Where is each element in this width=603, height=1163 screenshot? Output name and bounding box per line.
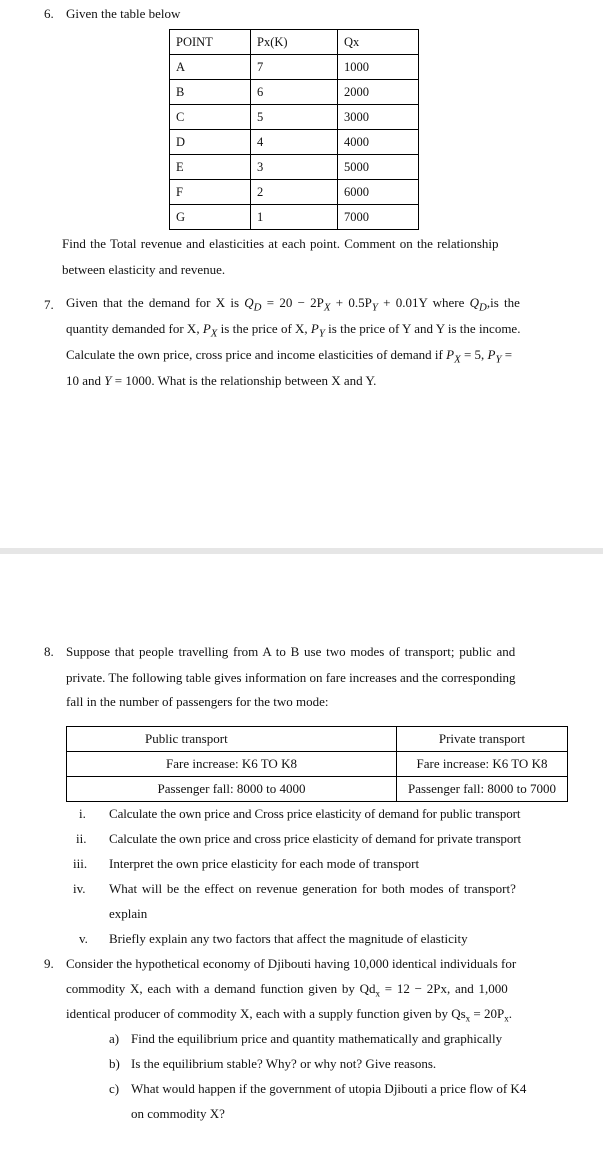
q8-item-text: Briefly explain any two factors that affect the magnitude of elasticity bbox=[109, 931, 468, 946]
table-cell: 7 bbox=[251, 55, 338, 80]
table-row bbox=[170, 180, 419, 205]
q6-intro: Given the table below bbox=[66, 6, 181, 21]
table-cell: Passenger fall: 8000 to 4000 bbox=[67, 777, 397, 802]
table-cell: 2 bbox=[251, 180, 338, 205]
q7-text: where bbox=[432, 295, 465, 310]
q7-py-symbol: $P_Y$ bbox=[310, 321, 325, 340]
table-header-cell: POINT bbox=[170, 30, 251, 55]
table-cell: B bbox=[170, 80, 251, 105]
q7-py-symbol: $P_Y$ bbox=[487, 347, 502, 366]
q9-subscript: x bbox=[375, 988, 381, 999]
q8-item-text: Calculate the own price and Cross price elasticity of demand for public transport bbox=[109, 806, 521, 821]
table-cell: 5000 bbox=[338, 155, 419, 180]
q7-value: = 1000. bbox=[111, 373, 155, 388]
q7-px-symbol: $P_X$ bbox=[202, 321, 218, 340]
q6-instruction: Find the Total revenue and elasticities at each point. Comment on the relationship bbox=[62, 236, 499, 251]
q8-item-marker: ii. bbox=[76, 831, 87, 846]
q7-y-symbol: Y bbox=[104, 373, 112, 388]
table-row bbox=[170, 80, 419, 105]
q8-item-marker: v. bbox=[79, 931, 88, 946]
table-cell: A bbox=[170, 55, 251, 80]
table-header-cell: Px(K) bbox=[251, 30, 338, 55]
table-cell: 4000 bbox=[338, 130, 419, 155]
table-row bbox=[170, 130, 419, 155]
q9-text: identical producer of commodity X, each with a supply function given by Qs bbox=[66, 1006, 466, 1021]
q7-value: = bbox=[501, 347, 513, 362]
q8-line-3: fall in the number of passengers for the two mode: bbox=[66, 694, 329, 709]
q9-text: = 20P bbox=[470, 1006, 505, 1021]
table-cell: 6 bbox=[251, 80, 338, 105]
q7-value: = 5, bbox=[460, 347, 488, 362]
q9-item-text: Find the equilibrium price and quantity mathematically and graphically bbox=[131, 1031, 503, 1046]
table-cell: 1000 bbox=[338, 55, 419, 80]
table-cell: D bbox=[170, 130, 251, 155]
q8-item-text: explain bbox=[109, 906, 148, 921]
q9-line-1: Consider the hypothetical economy of Djibouti having 10,000 identical individuals for bbox=[66, 956, 517, 971]
q9-subscript: x bbox=[504, 1013, 509, 1024]
q8-item-text: Calculate the own price and cross price elasticity of demand for private transport bbox=[109, 831, 521, 846]
q9-line-3 bbox=[66, 1006, 512, 1024]
q7-text: Given that the demand for X is bbox=[66, 295, 240, 310]
q7-text: is the price of X, bbox=[220, 321, 308, 336]
q8-item-marker: iii. bbox=[73, 856, 88, 871]
table-header-cell: Qx bbox=[338, 30, 419, 55]
q9-item-marker: c) bbox=[109, 1081, 120, 1096]
table-cell: 3 bbox=[251, 155, 338, 180]
q7-qd-symbol: $Q_D$ bbox=[469, 295, 487, 314]
q8-number: 8. bbox=[44, 644, 54, 659]
q7-text: and bbox=[82, 373, 102, 388]
table-cell: G bbox=[170, 205, 251, 230]
table-row bbox=[170, 55, 419, 80]
table-cell: 4 bbox=[251, 130, 338, 155]
q7-number: 7. bbox=[44, 297, 54, 312]
table-row bbox=[170, 205, 419, 230]
table-cell: 5 bbox=[251, 105, 338, 130]
q6-instruction-cont: between elasticity and revenue. bbox=[62, 262, 226, 277]
q7-line-4 bbox=[66, 368, 376, 394]
q7-text: , bbox=[486, 295, 491, 310]
table-cell: Fare increase: K6 TO K8 bbox=[397, 752, 568, 777]
q9-item-text: Is the equilibrium stable? Why? or why not? Give reasons. bbox=[131, 1056, 437, 1071]
table-row bbox=[67, 752, 568, 777]
table-cell: 7000 bbox=[338, 205, 419, 230]
q7-value: 10 bbox=[66, 373, 79, 388]
table-row bbox=[67, 777, 568, 802]
table-row bbox=[170, 155, 419, 180]
table-header-row bbox=[67, 727, 568, 752]
table-cell: F bbox=[170, 180, 251, 205]
q9-text: commodity X, each with a demand function given by Qd bbox=[66, 981, 376, 996]
q7-text: quantity demanded for X, bbox=[66, 321, 200, 336]
q9-item-marker: a) bbox=[109, 1031, 120, 1046]
q9-subscript: x bbox=[465, 1013, 471, 1024]
table-cell: 3000 bbox=[338, 105, 419, 130]
q8-line-2: private. The following table gives information on fare increases and the corresponding bbox=[66, 670, 516, 685]
q9-number: 9. bbox=[44, 956, 54, 971]
q7-text: What is the relationship between X and Y. bbox=[157, 373, 377, 388]
q7-text: is the bbox=[490, 295, 520, 310]
table-cell: Fare increase: K6 TO K8 bbox=[67, 752, 397, 777]
q8-item-marker: i. bbox=[79, 806, 86, 821]
q9-text: . bbox=[508, 1006, 512, 1021]
table-cell: Passenger fall: 8000 to 7000 bbox=[397, 777, 568, 802]
q7-demand-equation: $Q_D = 20 - 2P_X + 0.5P_Y + 0.01Y$ bbox=[244, 295, 428, 314]
q8-item-text: Interpret the own price elasticity for each mode of transport bbox=[109, 856, 420, 871]
q8-item-text: What will be the effect on revenue generation for both modes of transport? bbox=[109, 881, 516, 896]
q8-table bbox=[66, 726, 568, 802]
q9-item-text: on commodity X? bbox=[131, 1106, 225, 1121]
q7-text: Calculate the own price, cross price and income elasticities of demand if bbox=[66, 347, 443, 362]
q6-table bbox=[169, 29, 419, 230]
q9-item-marker: b) bbox=[109, 1056, 120, 1071]
table-header-row bbox=[170, 30, 419, 55]
q9-item-text: What would happen if the government of utopia Djibouti a price flow of K4 bbox=[131, 1081, 527, 1096]
page-divider bbox=[0, 548, 603, 554]
q9-text: = 12 − 2Px, and 1,000 bbox=[380, 981, 508, 996]
table-cell: C bbox=[170, 105, 251, 130]
table-row bbox=[170, 105, 419, 130]
q6-number: 6. bbox=[44, 6, 54, 21]
q9-line-2 bbox=[66, 981, 508, 999]
q8-line-1: Suppose that people travelling from A to B use two modes of transport; public and bbox=[66, 644, 516, 659]
table-header-cell: Public transport bbox=[67, 727, 397, 752]
q7-px-symbol: $P_X$ bbox=[446, 347, 461, 366]
table-header-cell: Private transport bbox=[397, 727, 568, 752]
table-cell: E bbox=[170, 155, 251, 180]
table-cell: 6000 bbox=[338, 180, 419, 205]
table-cell: 1 bbox=[251, 205, 338, 230]
q8-item-marker: iv. bbox=[73, 881, 86, 896]
table-cell: 2000 bbox=[338, 80, 419, 105]
q7-text: is the price of Y and Y is the income. bbox=[328, 321, 521, 336]
